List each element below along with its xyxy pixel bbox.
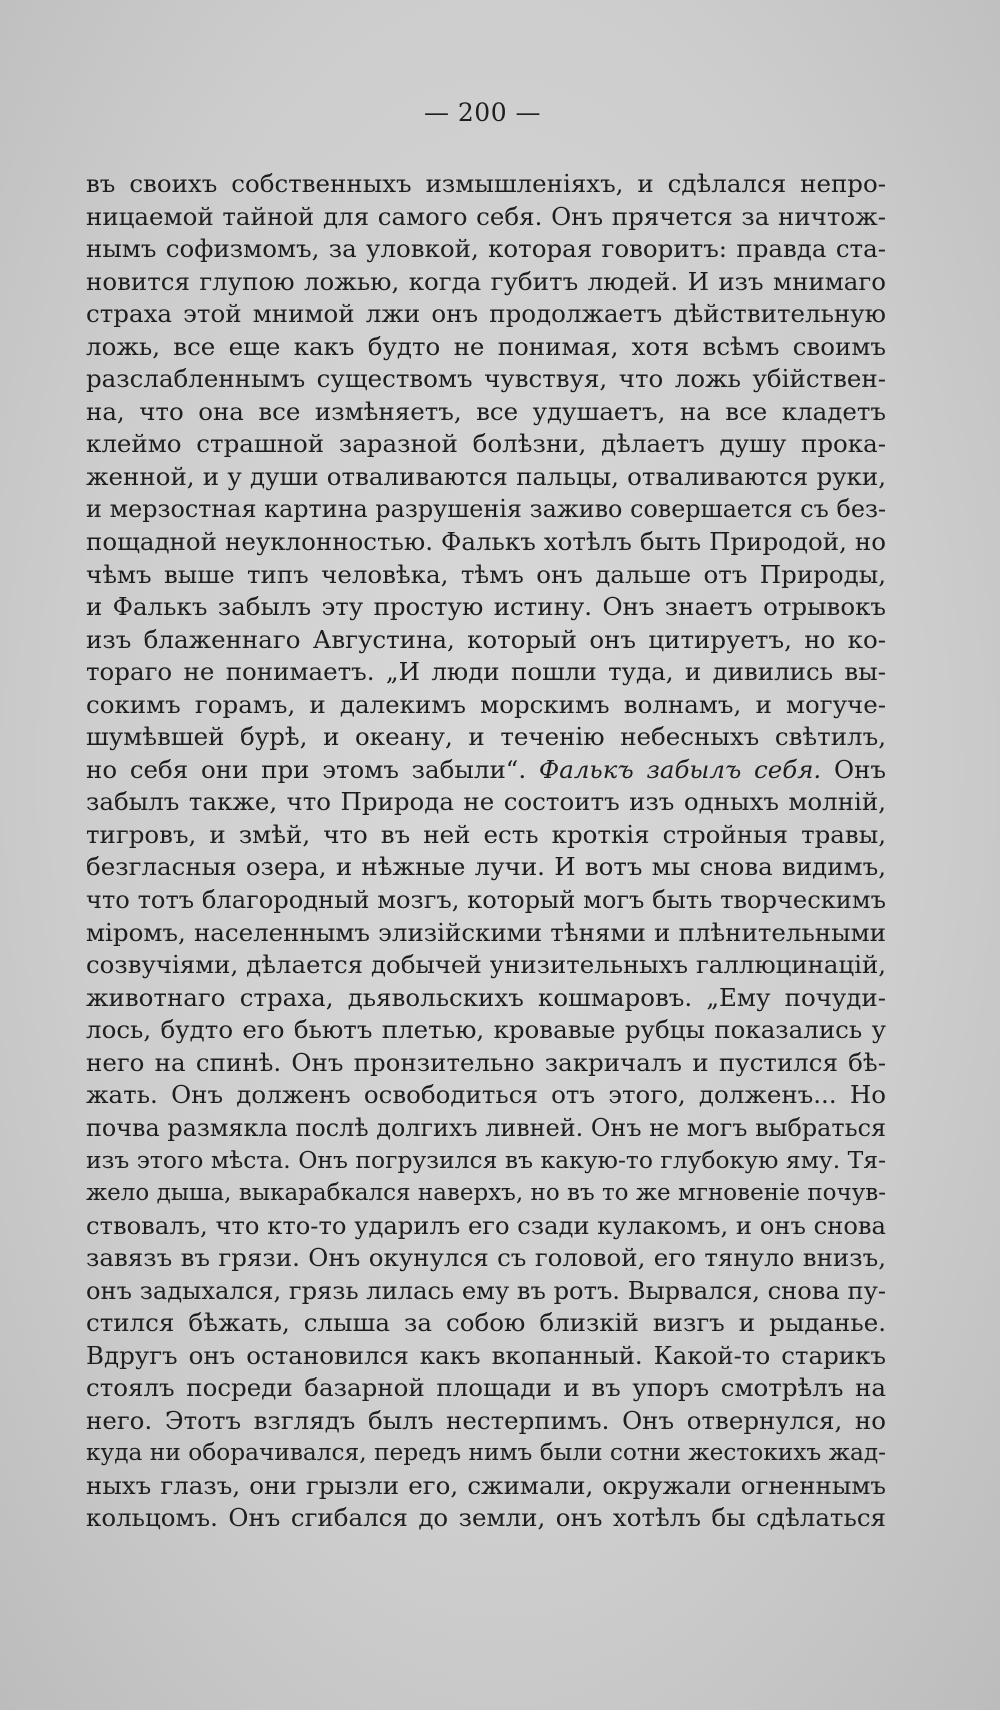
text-line: тигровъ, и змѣй, что въ ней есть кроткія стройныя травы, [86, 819, 886, 849]
text-line: ницаемой тайной для самого себя. Онъ прячется за ничтож- [86, 201, 886, 231]
text-line: лось, будто его бьютъ плетью, кровавые рубцы показались у [86, 1015, 886, 1045]
text-line: стился бѣжать, слыша за собою близкій визгъ и рыданье. [86, 1308, 886, 1338]
text-line: почва размякла послѣ долгихъ ливней. Онъ не могъ выбраться [86, 1113, 886, 1142]
text-line: него на спинѣ. Онъ пронзительно закричалъ и пустился бѣ- [86, 1047, 886, 1077]
text-line: ствовалъ, что кто-то ударилъ его сзади кулакомъ, и онъ снова [86, 1211, 886, 1240]
text-line: жело дыша, выкарабкался наверхъ, но въ то же мгновеніе почув- [86, 1179, 886, 1206]
text-line: жать. Онъ долженъ освободиться отъ этого, долженъ... Но [86, 1080, 886, 1110]
text-line: на, что она все измѣняетъ, все удушаетъ, на все кладетъ [86, 396, 886, 426]
text-line-mixed [86, 754, 886, 787]
text-line: что тотъ благородный мозгъ, который могъ быть творческимъ [86, 886, 886, 915]
text-line: тораго не понимаетъ. „И люди пошли туда, и дивились вы- [86, 657, 886, 687]
text-line: Вдругъ онъ остановился какъ вкопанный. Какой-то старикъ [86, 1340, 886, 1370]
text-line: ныхъ глазъ, они грызли его, сжимали, окружали огненнымъ [86, 1470, 886, 1500]
sentence-start: Онъ [834, 754, 886, 784]
text-line: него. Этотъ взглядъ былъ нестерпимъ. Онъ отвернулся, но [86, 1405, 886, 1435]
text-line: кольцомъ. Онъ сгибался до земли, онъ хотѣлъ бы сдѣлаться [86, 1503, 886, 1533]
text-line: изъ этого мѣста. Онъ погрузился въ какую-то глубокую яму. Тя- [86, 1146, 886, 1175]
text-line: куда ни оборачивался, передъ нимъ были сотни жестокихъ жад- [86, 1439, 886, 1467]
text-line: онъ задыхался, грязь лилась ему въ ротъ. Вырвался, снова пу- [86, 1276, 886, 1305]
text-line: страха этой мнимой лжи онъ продолжаетъ дѣйствительную [86, 299, 886, 329]
text-line: нымъ софизмомъ, за уловкой, которая говоритъ: правда ста- [86, 234, 886, 264]
text-line: изъ блаженнаго Августина, который онъ цитируетъ, но ко- [86, 624, 886, 654]
text-line: въ своихъ собственныхъ измышленіяхъ, и сдѣлался непро- [86, 169, 886, 198]
text-line: пощадной неуклонностью. Фалькъ хотѣлъ быть Природой, но [86, 527, 886, 557]
text-line: сокимъ горамъ, и далекимъ морскимъ волнамъ, и могуче- [86, 689, 886, 719]
text-line: и мерзостная картина разрушенія заживо совершается съ без- [86, 495, 886, 524]
quote-end: но себя они при этомъ забыли“. [86, 754, 527, 784]
text-line: животнаго страха, дьявольскихъ кошмаровъ. „Ему почуди- [86, 982, 886, 1012]
page-number: — 200 — [423, 98, 542, 127]
body-text [86, 168, 886, 1535]
text-line: разслабленнымъ существомъ чувствуя, что ложь убійствен- [86, 364, 886, 394]
text-line: шумѣвшей бурѣ, и океану, и теченію небесныхъ свѣтилъ, [86, 722, 886, 752]
italic-phrase: Фалькъ забылъ себя. [538, 754, 822, 784]
text-line: новится глупою ложью, когда губитъ людей. И изъ мнимаго [86, 266, 886, 296]
text-line: ложь, все еще какъ будто не понимая, хотя всѣмъ своимъ [86, 331, 886, 361]
text-line: клеймо страшной заразной болѣзни, дѣлаетъ душу прока- [86, 429, 886, 459]
text-line: чѣмъ выше типъ человѣка, тѣмъ онъ дальше отъ Природы, [86, 559, 886, 589]
text-line: и Фалькъ забылъ эту простую истину. Онъ знаетъ отрывокъ [86, 592, 886, 622]
text-line: безгласныя озера, и нѣжные лучи. И вотъ мы снова видимъ, [86, 852, 886, 882]
text-line: забылъ также, что Природа не состоитъ изъ одныхъ молній, [86, 787, 886, 817]
text-line: завязъ въ грязи. Онъ окунулся съ головой, его тянуло внизъ, [86, 1243, 886, 1273]
text-line: женной, и у души отваливаются пальцы, отваливаются руки, [86, 461, 886, 491]
text-line: міромъ, населеннымъ элизійскими тѣнями и плѣнительными [86, 917, 886, 947]
text-line: стоялъ посреди базарной площади и въ упоръ смотрѣлъ на [86, 1373, 886, 1403]
text-line: созвучіями, дѣлается добычей унизительныхъ галлюцинацій, [86, 950, 886, 980]
